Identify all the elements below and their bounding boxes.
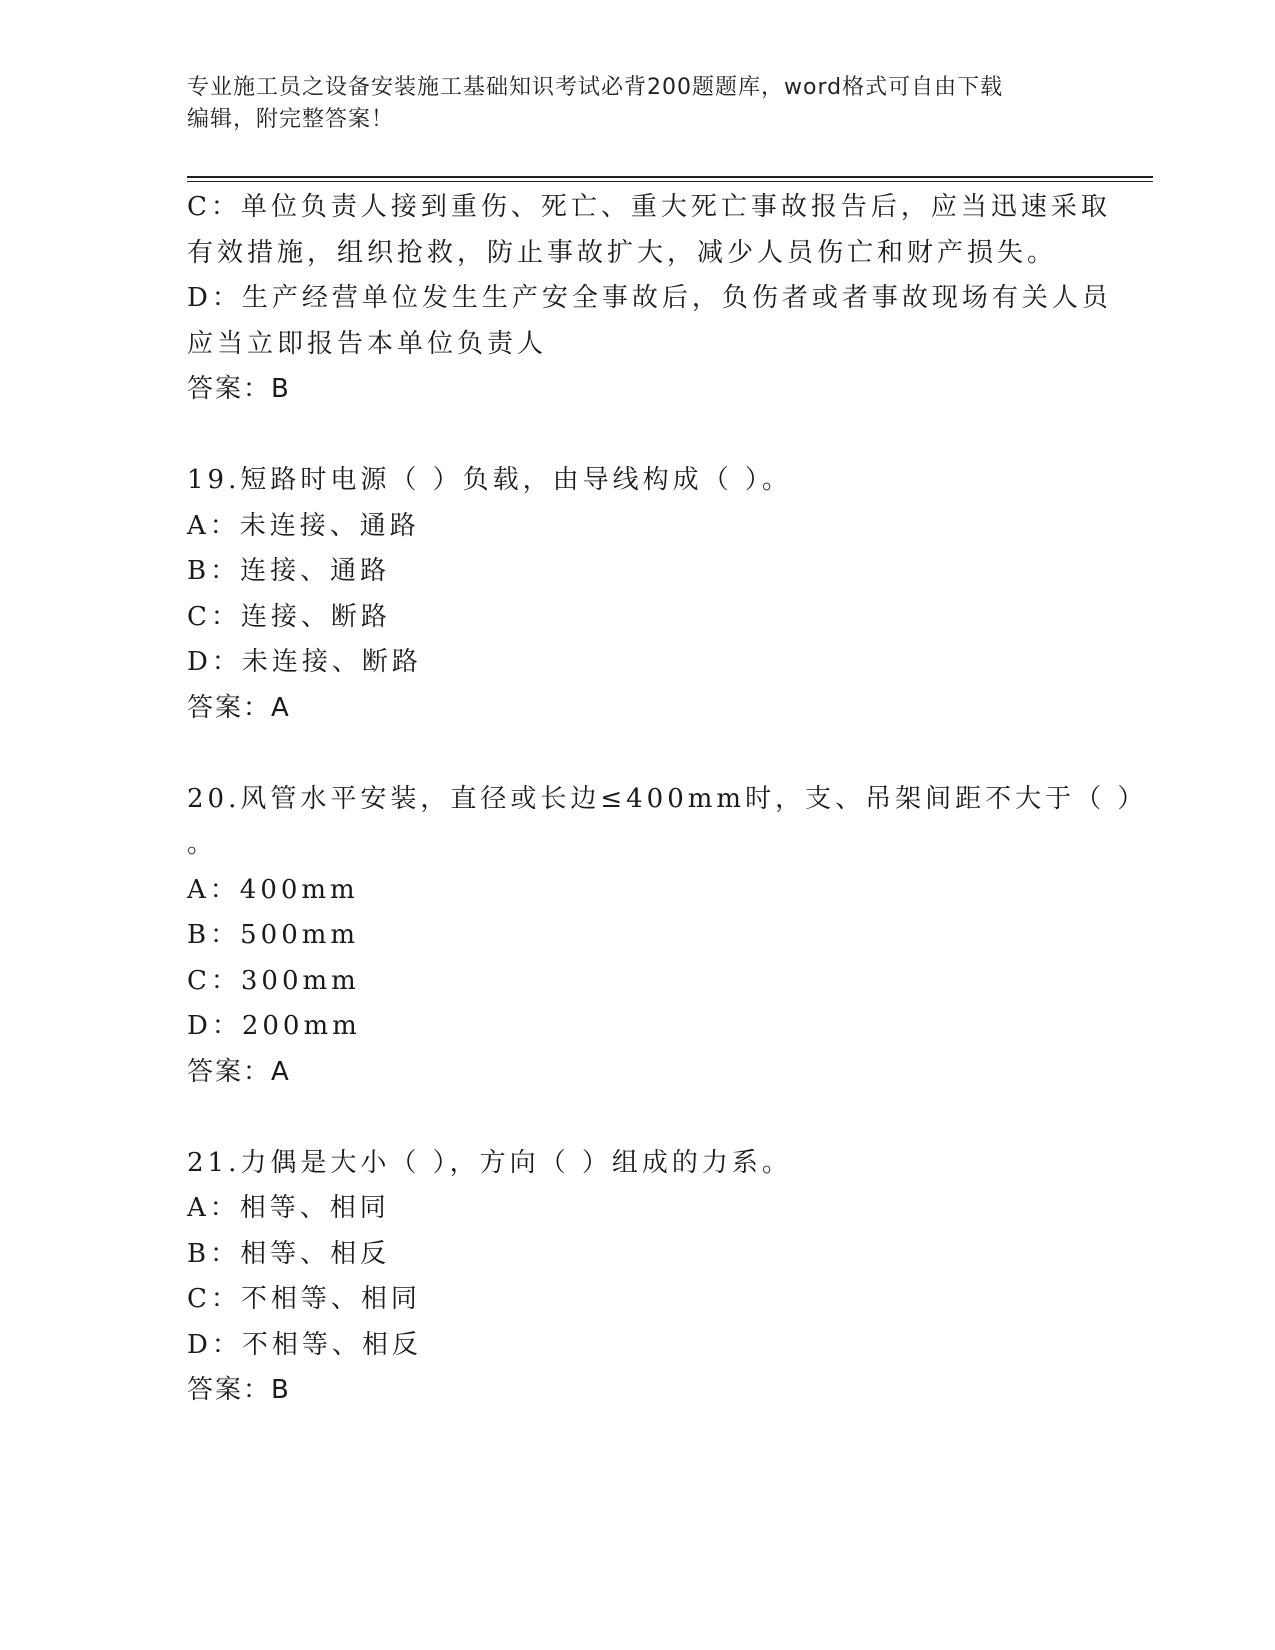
- option-d: D：不相等、相反: [187, 1329, 422, 1360]
- option-c: C：300mm: [187, 965, 360, 996]
- document-header: [187, 72, 1067, 136]
- option-a: A：400mm: [187, 874, 359, 905]
- spacer: [187, 731, 1087, 777]
- option-d-line1: D：生产经营单位发生生产安全事故后，负伤者或者事故现场有关人员: [187, 283, 1112, 313]
- option-a: A：未连接、通路: [187, 510, 420, 541]
- answer-label: 答案：B: [187, 374, 291, 404]
- answer-label: 答案：A: [187, 692, 291, 723]
- option-b: B：相等、相反: [187, 1238, 391, 1269]
- option-c: C：连接、断路: [187, 601, 391, 632]
- spacer: [187, 1095, 1087, 1141]
- option-b: B：连接、通路: [187, 556, 391, 586]
- option-b: B：500mm: [187, 920, 360, 950]
- option-d-line2: 应当立即报告本单位负责人: [187, 328, 548, 359]
- header-title-line1: 专业施工员之设备安装施工基础知识考试必背200题题库，word格式可自由下载: [187, 75, 1004, 100]
- header-divider-thick: [187, 176, 1153, 178]
- question-content: [187, 185, 1148, 1414]
- prev-question-block: [187, 185, 1112, 413]
- question-stem: 21.力偶是大小（ ），方向（ ）组成的力系。: [187, 1147, 792, 1178]
- option-c-line1: C：单位负责人接到重伤、死亡、重大死亡事故报告后，应当迅速采取: [187, 192, 1111, 222]
- option-c-line2: 有效措施，组织抢救，防止事故扩大，减少人员伤亡和财产损失。: [187, 237, 1058, 268]
- question-19: [187, 458, 1087, 731]
- question-stem: 19.短路时电源（ ）负载，由导线构成（ ）。: [187, 465, 792, 495]
- question-stem-continuation: 。: [187, 829, 218, 859]
- spacer: [187, 413, 1087, 459]
- option-c: C：不相等、相同: [187, 1284, 421, 1314]
- option-d: D：200mm: [187, 1011, 361, 1041]
- header-divider-thin: [187, 181, 1153, 182]
- question-21: [187, 1141, 1087, 1414]
- header-title-line2: 编辑，附完整答案！: [187, 107, 395, 132]
- option-a: A：相等、相同: [187, 1193, 390, 1223]
- question-20: [187, 777, 1148, 1096]
- option-d: D：未连接、断路: [187, 647, 422, 677]
- answer-label: 答案：A: [187, 1056, 291, 1087]
- question-stem: 20.风管水平安装，直径或长边≤400mm时，支、吊架间距不大于（ ）: [187, 783, 1148, 814]
- answer-label: 答案：B: [187, 1375, 291, 1405]
